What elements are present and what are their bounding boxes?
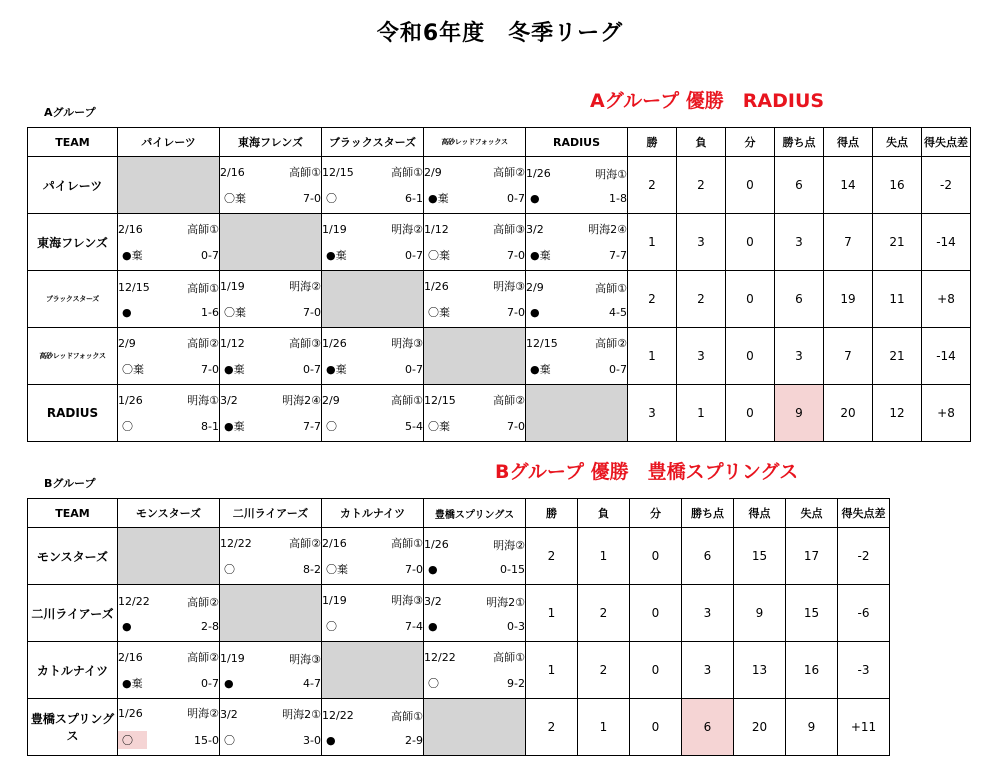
match-score: 6-1 bbox=[405, 191, 423, 205]
opponent-header: 東海フレンズ bbox=[220, 128, 322, 157]
match-date: 2/16 bbox=[118, 650, 143, 664]
match-date: 2/16 bbox=[322, 536, 347, 550]
stat-conceded: 9 bbox=[786, 699, 838, 756]
stat-header-wins: 勝 bbox=[628, 128, 677, 157]
match-date: 1/26 bbox=[118, 393, 143, 407]
group-a-table bbox=[27, 127, 971, 442]
match-venue: 高師② bbox=[187, 651, 219, 664]
stat-draws: 0 bbox=[726, 214, 775, 271]
match-date: 1/26 bbox=[424, 279, 449, 293]
match-date: 2/16 bbox=[118, 222, 143, 236]
match-score: 0-7 bbox=[609, 362, 627, 376]
team-name: ブラックスターズ bbox=[28, 271, 118, 328]
match-venue: 高師② bbox=[493, 166, 525, 179]
match-result-cell bbox=[424, 528, 526, 585]
match-result-cell bbox=[424, 642, 526, 699]
stat-conceded: 15 bbox=[786, 585, 838, 642]
stat-points: 6 bbox=[775, 157, 824, 214]
match-mark: ●棄 bbox=[428, 192, 449, 205]
opponent-header: 二川ライアーズ bbox=[220, 499, 322, 528]
stat-wins: 2 bbox=[628, 271, 677, 328]
stat-header-scored: 得点 bbox=[824, 128, 873, 157]
match-date: 3/2 bbox=[526, 222, 544, 236]
stat-losses: 1 bbox=[578, 699, 630, 756]
stat-conceded: 16 bbox=[786, 642, 838, 699]
table-row bbox=[28, 585, 890, 642]
match-score: 2-9 bbox=[405, 733, 423, 747]
match-score: 7-7 bbox=[609, 248, 627, 262]
match-result-cell bbox=[526, 271, 628, 328]
table-row bbox=[28, 385, 971, 442]
stat-scored: 15 bbox=[734, 528, 786, 585]
group-b-winner: Bグループ 優勝 豊橋スプリングス bbox=[495, 461, 799, 483]
stat-header-wins: 勝 bbox=[526, 499, 578, 528]
stat-conceded: 16 bbox=[873, 157, 922, 214]
match-score: 1-8 bbox=[609, 191, 627, 205]
match-score: 8-2 bbox=[303, 562, 321, 576]
match-score: 4-7 bbox=[303, 676, 321, 690]
match-date: 1/26 bbox=[118, 706, 143, 720]
match-date: 3/2 bbox=[424, 595, 442, 608]
team-name: カトルナイツ bbox=[28, 642, 118, 699]
stat-draws: 0 bbox=[630, 642, 682, 699]
stat-losses: 3 bbox=[677, 328, 726, 385]
opponent-header: モンスターズ bbox=[118, 499, 220, 528]
match-date: 2/9 bbox=[424, 165, 442, 179]
team-name: 二川ライアーズ bbox=[28, 585, 118, 642]
stat-conceded: 12 bbox=[873, 385, 922, 442]
table-row bbox=[28, 528, 890, 585]
match-date: 12/22 bbox=[322, 709, 354, 722]
match-venue: 明海① bbox=[187, 394, 219, 407]
match-result-cell bbox=[322, 214, 424, 271]
match-date: 1/19 bbox=[220, 279, 245, 293]
self-match-cell bbox=[322, 642, 424, 699]
match-mark: 〇 bbox=[326, 192, 337, 205]
match-venue: 高師① bbox=[289, 166, 321, 179]
match-result-cell bbox=[220, 528, 322, 585]
match-date: 12/22 bbox=[220, 536, 252, 550]
opponent-header: ブラックスターズ bbox=[322, 128, 424, 157]
match-result-cell bbox=[322, 385, 424, 442]
stat-points: 3 bbox=[775, 328, 824, 385]
match-venue: 明海② bbox=[493, 538, 525, 552]
match-score: 0-7 bbox=[201, 676, 219, 690]
match-venue: 明海2④ bbox=[282, 394, 321, 407]
stat-draws: 0 bbox=[630, 699, 682, 756]
stat-goal-diff: -3 bbox=[838, 642, 890, 699]
match-mark: 〇棄 bbox=[122, 363, 144, 376]
match-date: 12/15 bbox=[424, 393, 456, 407]
stat-conceded: 21 bbox=[873, 214, 922, 271]
group-a-winner: Aグループ 優勝 RADIUS bbox=[590, 90, 825, 112]
stat-losses: 3 bbox=[677, 214, 726, 271]
match-mark: 〇棄 bbox=[224, 192, 246, 205]
match-result-cell bbox=[118, 585, 220, 642]
match-result-cell bbox=[322, 528, 424, 585]
table-row bbox=[28, 699, 890, 756]
stat-points: 6 bbox=[682, 699, 734, 756]
match-score: 7-0 bbox=[507, 248, 525, 262]
match-score: 0-7 bbox=[405, 362, 423, 376]
match-score: 4-5 bbox=[609, 305, 627, 319]
match-mark: 〇 bbox=[428, 677, 439, 690]
team-name: RADIUS bbox=[28, 385, 118, 442]
stat-conceded: 11 bbox=[873, 271, 922, 328]
match-result-cell bbox=[424, 157, 526, 214]
stat-scored: 13 bbox=[734, 642, 786, 699]
stat-losses: 2 bbox=[677, 271, 726, 328]
match-venue: 高師② bbox=[493, 394, 525, 407]
match-mark: ● bbox=[530, 305, 540, 319]
table-row bbox=[28, 214, 971, 271]
match-result-cell bbox=[220, 699, 322, 756]
team-name: 高砂レッドフォックス bbox=[28, 328, 118, 385]
group-b-header-row bbox=[28, 499, 890, 528]
self-match-cell bbox=[220, 214, 322, 271]
match-mark: 〇 bbox=[122, 420, 133, 433]
match-venue: 高師① bbox=[391, 537, 423, 550]
match-result-cell bbox=[118, 328, 220, 385]
stat-draws: 0 bbox=[630, 528, 682, 585]
match-score: 0-3 bbox=[507, 619, 525, 633]
stat-scored: 20 bbox=[734, 699, 786, 756]
stat-wins: 1 bbox=[526, 642, 578, 699]
match-date: 12/15 bbox=[322, 165, 354, 179]
stat-header-points: 勝ち点 bbox=[775, 128, 824, 157]
team-name: パイレーツ bbox=[28, 157, 118, 214]
match-mark: ● bbox=[530, 191, 540, 205]
match-result-cell bbox=[424, 214, 526, 271]
stat-header-conceded: 失点 bbox=[873, 128, 922, 157]
match-mark: 〇棄 bbox=[428, 249, 450, 262]
stat-goal-diff: +8 bbox=[922, 271, 971, 328]
stat-goal-diff: -6 bbox=[838, 585, 890, 642]
match-venue: 明海① bbox=[595, 167, 627, 181]
stat-wins: 1 bbox=[628, 328, 677, 385]
match-result-cell bbox=[526, 214, 628, 271]
match-date: 2/9 bbox=[322, 393, 340, 407]
match-score: 7-0 bbox=[507, 305, 525, 319]
match-result-cell bbox=[526, 157, 628, 214]
match-mark: ●棄 bbox=[530, 249, 551, 262]
match-score: 7-0 bbox=[303, 305, 321, 319]
match-result-cell bbox=[322, 157, 424, 214]
self-match-cell bbox=[220, 585, 322, 642]
stat-wins: 2 bbox=[526, 699, 578, 756]
match-score: 7-0 bbox=[303, 191, 321, 205]
stat-wins: 2 bbox=[628, 157, 677, 214]
match-result-cell bbox=[322, 328, 424, 385]
stat-header-losses: 負 bbox=[578, 499, 630, 528]
match-venue: 高師① bbox=[391, 166, 423, 179]
stat-header-losses: 負 bbox=[677, 128, 726, 157]
match-mark: ●棄 bbox=[122, 677, 143, 690]
match-score: 1-6 bbox=[201, 305, 219, 319]
team-column-header: TEAM bbox=[28, 499, 118, 528]
match-mark: 〇棄 bbox=[428, 306, 450, 319]
match-date: 3/2 bbox=[220, 393, 238, 407]
match-venue: 高師② bbox=[187, 595, 219, 609]
team-column-header: TEAM bbox=[28, 128, 118, 157]
group-a-header-row bbox=[28, 128, 971, 157]
match-date: 1/26 bbox=[526, 167, 551, 180]
match-date: 1/26 bbox=[322, 336, 347, 350]
stat-goal-diff: -2 bbox=[838, 528, 890, 585]
match-venue: 高師② bbox=[187, 337, 219, 350]
match-venue: 明海2① bbox=[282, 708, 321, 721]
match-date: 2/16 bbox=[220, 165, 245, 179]
match-mark: ●棄 bbox=[326, 363, 347, 376]
match-venue: 明海② bbox=[391, 223, 423, 236]
stat-scored: 19 bbox=[824, 271, 873, 328]
stat-goal-diff: +8 bbox=[922, 385, 971, 442]
match-mark: ● bbox=[122, 305, 132, 319]
match-mark: 〇 bbox=[224, 734, 235, 747]
team-name: 豊橋スプリングス bbox=[28, 699, 118, 756]
match-venue: 高師① bbox=[391, 394, 423, 407]
match-mark: ●棄 bbox=[530, 363, 551, 376]
match-mark: 〇 bbox=[326, 620, 337, 633]
stat-wins: 1 bbox=[628, 214, 677, 271]
match-mark: ● bbox=[224, 676, 234, 690]
match-mark: 〇棄 bbox=[428, 420, 450, 433]
match-mark: 〇 bbox=[118, 731, 147, 749]
stat-points: 3 bbox=[682, 585, 734, 642]
stat-draws: 0 bbox=[726, 385, 775, 442]
stat-draws: 0 bbox=[630, 585, 682, 642]
match-score: 2-8 bbox=[201, 619, 219, 633]
stat-header-draws: 分 bbox=[630, 499, 682, 528]
match-venue: 明海③ bbox=[391, 594, 423, 607]
self-match-cell bbox=[118, 528, 220, 585]
table-row bbox=[28, 642, 890, 699]
stat-losses: 2 bbox=[578, 642, 630, 699]
stat-header-scored: 得点 bbox=[734, 499, 786, 528]
stat-points: 6 bbox=[682, 528, 734, 585]
match-mark: ● bbox=[428, 562, 438, 576]
match-score: 9-2 bbox=[507, 676, 525, 690]
stat-losses: 1 bbox=[578, 528, 630, 585]
stat-losses: 2 bbox=[677, 157, 726, 214]
match-venue: 高師② bbox=[289, 537, 321, 550]
match-date: 2/9 bbox=[526, 281, 544, 294]
match-score: 15-0 bbox=[194, 733, 219, 747]
stat-draws: 0 bbox=[726, 271, 775, 328]
stat-header-draws: 分 bbox=[726, 128, 775, 157]
match-score: 7-0 bbox=[507, 419, 525, 433]
match-score: 7-4 bbox=[405, 619, 423, 633]
stat-points: 9 bbox=[775, 385, 824, 442]
page-title: 令和6年度 冬季リーグ bbox=[376, 21, 624, 46]
match-score: 7-0 bbox=[405, 562, 423, 576]
stat-scored: 9 bbox=[734, 585, 786, 642]
table-row bbox=[28, 328, 971, 385]
match-date: 12/15 bbox=[526, 336, 558, 350]
match-result-cell bbox=[322, 585, 424, 642]
match-mark: ● bbox=[122, 619, 132, 633]
table-row bbox=[28, 157, 971, 214]
match-result-cell bbox=[118, 699, 220, 756]
stat-goal-diff: -14 bbox=[922, 328, 971, 385]
stat-points: 6 bbox=[775, 271, 824, 328]
match-score: 0-7 bbox=[405, 248, 423, 262]
team-name: 東海フレンズ bbox=[28, 214, 118, 271]
stat-conceded: 21 bbox=[873, 328, 922, 385]
match-date: 12/22 bbox=[424, 650, 456, 664]
stat-wins: 2 bbox=[526, 528, 578, 585]
match-venue: 高師① bbox=[187, 223, 219, 236]
match-mark: ●棄 bbox=[122, 249, 143, 262]
stat-losses: 1 bbox=[677, 385, 726, 442]
match-venue: 明海③ bbox=[391, 337, 423, 350]
match-venue: 高師② bbox=[595, 337, 627, 350]
match-venue: 高師① bbox=[595, 281, 627, 295]
stat-points: 3 bbox=[682, 642, 734, 699]
opponent-header: 豊橋スプリングス bbox=[424, 499, 526, 528]
stat-header-points: 勝ち点 bbox=[682, 499, 734, 528]
match-venue: 明海② bbox=[289, 280, 321, 293]
match-mark: ●棄 bbox=[224, 420, 245, 433]
match-result-cell bbox=[220, 157, 322, 214]
stat-wins: 1 bbox=[526, 585, 578, 642]
match-result-cell bbox=[118, 271, 220, 328]
match-score: 7-7 bbox=[303, 419, 321, 433]
self-match-cell bbox=[424, 699, 526, 756]
match-mark: 〇 bbox=[326, 420, 337, 433]
match-result-cell bbox=[118, 642, 220, 699]
match-date: 1/19 bbox=[322, 593, 347, 607]
match-venue: 高師③ bbox=[289, 337, 321, 350]
self-match-cell bbox=[424, 328, 526, 385]
match-result-cell bbox=[424, 585, 526, 642]
stat-scored: 7 bbox=[824, 214, 873, 271]
match-score: 0-7 bbox=[201, 248, 219, 262]
match-date: 1/19 bbox=[220, 652, 245, 665]
stat-goal-diff: -14 bbox=[922, 214, 971, 271]
match-result-cell bbox=[322, 699, 424, 756]
match-venue: 高師① bbox=[187, 281, 219, 295]
match-date: 12/22 bbox=[118, 595, 150, 608]
match-result-cell bbox=[118, 385, 220, 442]
stat-header-diff: 得失点差 bbox=[922, 128, 971, 157]
match-mark: 〇棄 bbox=[224, 306, 246, 319]
opponent-header: RADIUS bbox=[526, 128, 628, 157]
match-date: 1/12 bbox=[220, 336, 245, 350]
stat-draws: 0 bbox=[726, 157, 775, 214]
match-mark: 〇棄 bbox=[326, 563, 348, 576]
stat-header-diff: 得失点差 bbox=[838, 499, 890, 528]
match-venue: 明海2④ bbox=[588, 223, 627, 236]
match-venue: 明海③ bbox=[493, 280, 525, 293]
stat-scored: 14 bbox=[824, 157, 873, 214]
group-b-table bbox=[27, 498, 890, 756]
match-venue: 高師① bbox=[493, 651, 525, 664]
match-score: 8-1 bbox=[201, 419, 219, 433]
match-result-cell bbox=[526, 328, 628, 385]
stat-conceded: 17 bbox=[786, 528, 838, 585]
stat-draws: 0 bbox=[726, 328, 775, 385]
match-result-cell bbox=[424, 271, 526, 328]
match-score: 5-4 bbox=[405, 419, 423, 433]
match-date: 1/26 bbox=[424, 538, 449, 551]
match-result-cell bbox=[220, 271, 322, 328]
stat-header-conceded: 失点 bbox=[786, 499, 838, 528]
match-score: 0-7 bbox=[303, 362, 321, 376]
match-result-cell bbox=[424, 385, 526, 442]
opponent-header: パイレーツ bbox=[118, 128, 220, 157]
match-date: 1/12 bbox=[424, 222, 449, 236]
stat-wins: 3 bbox=[628, 385, 677, 442]
match-score: 7-0 bbox=[201, 362, 219, 376]
stat-points: 3 bbox=[775, 214, 824, 271]
stat-goal-diff: -2 bbox=[922, 157, 971, 214]
match-date: 3/2 bbox=[220, 707, 238, 721]
match-result-cell bbox=[220, 642, 322, 699]
group-b-label: Bグループ bbox=[44, 477, 96, 490]
match-venue: 明海2① bbox=[486, 595, 525, 609]
match-score: 0-7 bbox=[507, 191, 525, 205]
self-match-cell bbox=[118, 157, 220, 214]
match-venue: 高師③ bbox=[493, 223, 525, 236]
match-venue: 高師① bbox=[391, 709, 423, 723]
match-score: 3-0 bbox=[303, 733, 321, 747]
stat-scored: 20 bbox=[824, 385, 873, 442]
match-mark: ●棄 bbox=[326, 249, 347, 262]
match-result-cell bbox=[118, 214, 220, 271]
match-mark: ●棄 bbox=[224, 363, 245, 376]
match-score: 0-15 bbox=[500, 562, 525, 576]
group-a-label: Aグループ bbox=[44, 106, 96, 119]
opponent-header: カトルナイツ bbox=[322, 499, 424, 528]
match-venue: 明海② bbox=[187, 707, 219, 720]
match-date: 1/19 bbox=[322, 222, 347, 236]
match-date: 2/9 bbox=[118, 336, 136, 350]
match-mark: ● bbox=[428, 619, 438, 633]
match-result-cell bbox=[220, 328, 322, 385]
self-match-cell bbox=[526, 385, 628, 442]
self-match-cell bbox=[322, 271, 424, 328]
match-mark: ● bbox=[326, 733, 336, 747]
stat-losses: 2 bbox=[578, 585, 630, 642]
match-mark: 〇 bbox=[224, 563, 235, 576]
stat-goal-diff: +11 bbox=[838, 699, 890, 756]
table-row bbox=[28, 271, 971, 328]
opponent-header: 高砂レッドフォックス bbox=[424, 128, 526, 157]
match-date: 12/15 bbox=[118, 281, 150, 294]
stat-scored: 7 bbox=[824, 328, 873, 385]
team-name: モンスターズ bbox=[28, 528, 118, 585]
match-result-cell bbox=[220, 385, 322, 442]
match-venue: 明海③ bbox=[289, 652, 321, 666]
